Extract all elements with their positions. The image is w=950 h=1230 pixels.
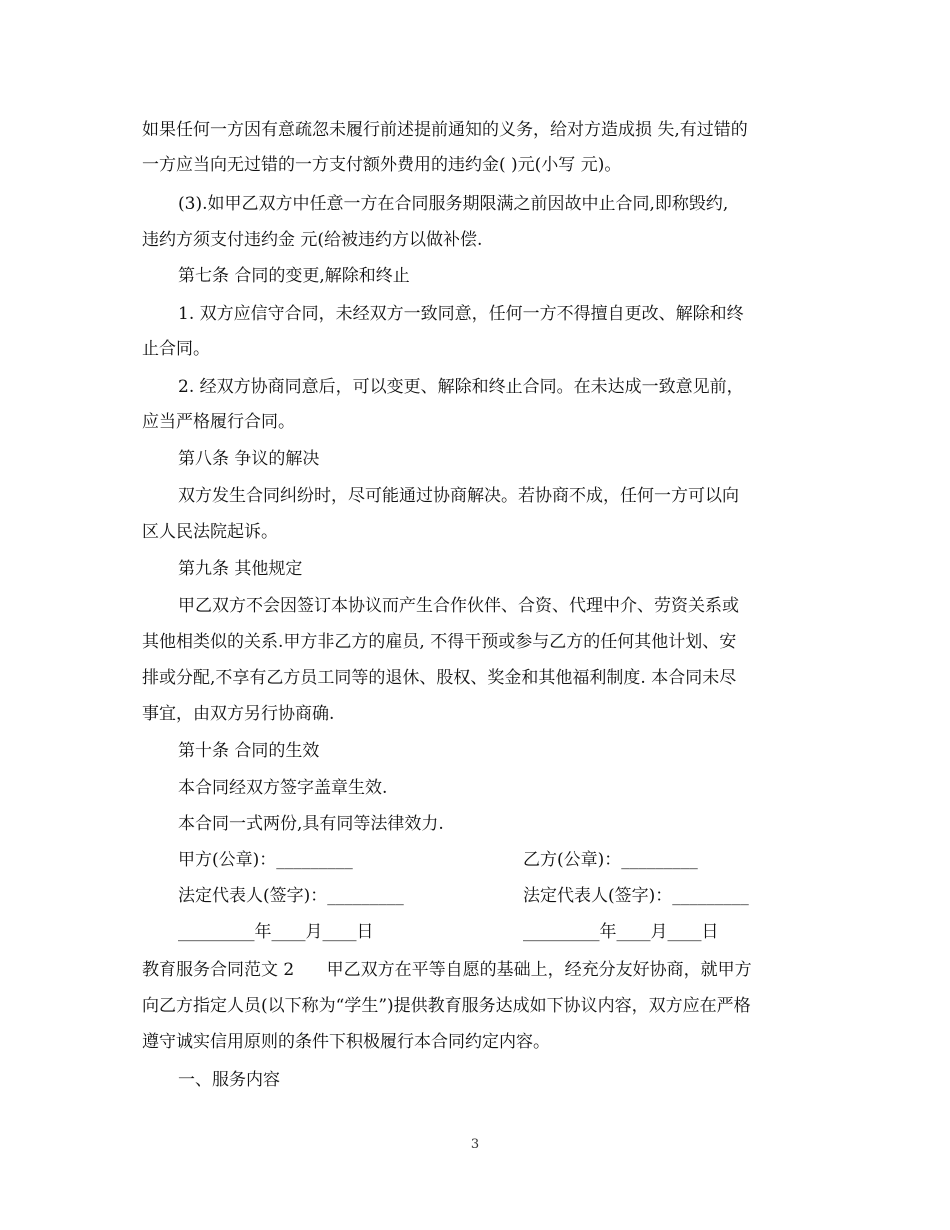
paragraph-line: 如果任何一方因有意疏忽未履行前述提前通知的义务，给对方造成损 失,有过错的: [142, 120, 748, 140]
paragraph-line: 排或分配,不享有乙方员工同等的退休、股权、奖金和其他福利制度. 本合同未尽: [142, 668, 737, 688]
paragraph-line: 应当严格履行合同。: [142, 412, 295, 432]
paragraph-line: 本合同经双方签字盖章生效.: [178, 778, 388, 798]
section-title-line: 教育服务合同范文 2 甲乙双方在平等自愿的基础上，经充分友好协商，就甲方: [142, 960, 752, 980]
paragraph-line: 违约方须支付违约金 元(给被违约方以做补偿.: [142, 230, 483, 250]
paragraph-line: 2. 经双方协商同意后，可以变更、解除和终止合同。在未达成一致意见前，: [178, 377, 744, 397]
article-heading: 第七条 合同的变更,解除和终止: [178, 266, 410, 286]
page-number: 3: [470, 1137, 480, 1152]
paragraph-line: 双方发生合同纠纷时，尽可能通过协商解决。若协商不成，任何一方可以向: [178, 486, 739, 506]
party-b-date-field: _________年____月____日: [523, 922, 719, 942]
paragraph-line: 1. 双方应信守合同，未经双方一致同意，任何一方不得擅自更改、解除和终: [178, 304, 744, 324]
section-heading: 一、服务内容: [178, 1070, 280, 1090]
party-a-date-field: _________年____月____日: [178, 922, 374, 942]
party-a-seal-field: 甲方(公章)：_________: [178, 850, 353, 870]
paragraph-line: (3).如甲乙双方中任意一方在合同服务期限满之前因故中止合同,即称毁约,: [178, 194, 729, 214]
paragraph-line: 甲乙双方不会因签订本协议而产生合作伙伴、合资、代理中介、劳资关系或: [178, 596, 739, 616]
article-heading: 第九条 其他规定: [178, 559, 303, 579]
paragraph-line: 本合同一式两份,具有同等法律效力.: [178, 814, 444, 834]
article-heading: 第十条 合同的生效: [178, 741, 320, 761]
paragraph-line: 一方应当向无过错的一方支付额外费用的违约金( )元(小写 元)。: [142, 155, 622, 175]
party-a-representative-field: 法定代表人(签字)：_________: [178, 886, 404, 906]
party-b-seal-field: 乙方(公章)：_________: [523, 850, 698, 870]
paragraph-line: 事宜，由双方另行协商确.: [142, 704, 335, 724]
paragraph-line: 其他相类似的关系.甲方非乙方的雇员, 不得干预或参与乙方的任何其他计划、安: [142, 632, 737, 652]
paragraph-line: 止合同。: [142, 339, 210, 359]
party-b-representative-field: 法定代表人(签字)：_________: [523, 886, 749, 906]
article-heading: 第八条 争议的解决: [178, 449, 320, 469]
paragraph-line: 向乙方指定人员(以下称为“学生”)提供教育服务达成如下协议内容，双方应在严格: [142, 996, 751, 1016]
paragraph-line: 遵守诚实信用原则的条件下积极履行本合同约定内容。: [142, 1032, 550, 1052]
paragraph-line: 区人民法院起诉。: [142, 522, 278, 542]
